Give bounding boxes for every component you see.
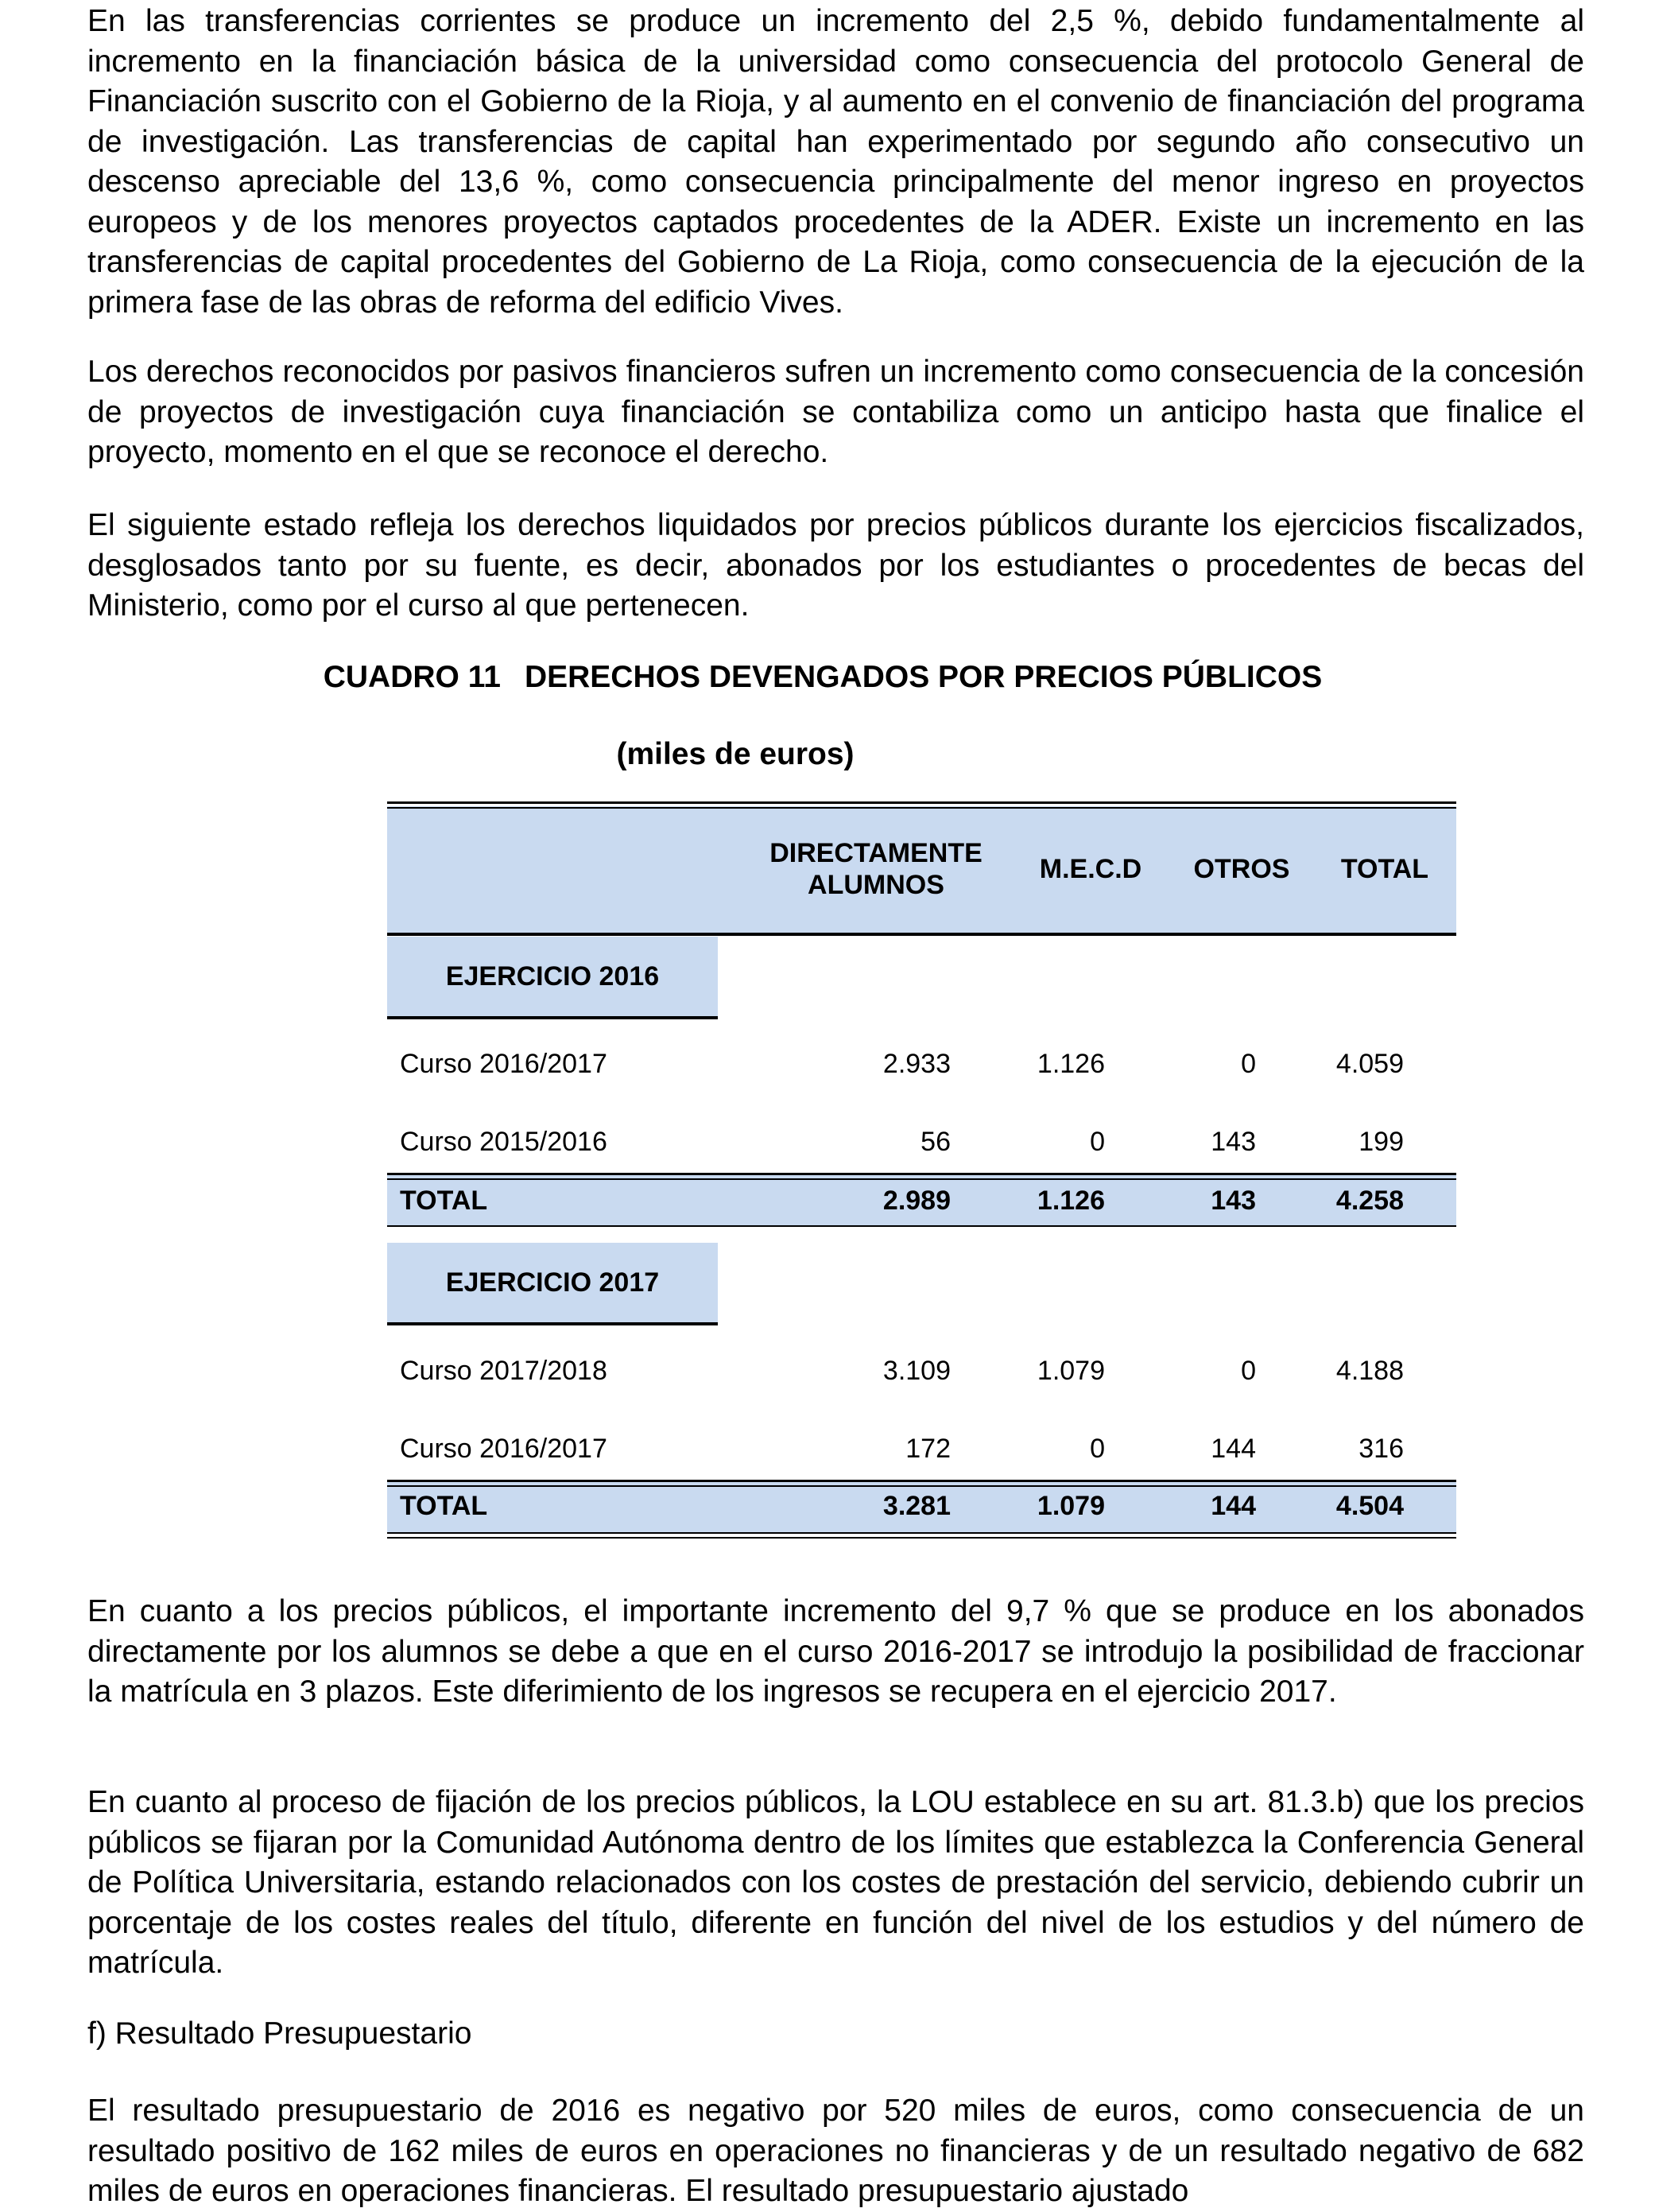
cell-directamente: 3.281 xyxy=(882,1491,951,1521)
cell-otros: 144 xyxy=(1211,1491,1256,1521)
cell-mecd: 1.126 xyxy=(1037,1186,1105,1216)
table-title-text: DERECHOS DEVENGADOS POR PRECIOS PÚBLICOS xyxy=(524,660,1323,694)
total-row-2016 xyxy=(387,1177,1456,1224)
cell-directamente: 2.933 xyxy=(882,1049,951,1079)
cell-otros: 143 xyxy=(1211,1127,1256,1157)
cell-otros: 143 xyxy=(1211,1186,1256,1216)
cell-total: 4.188 xyxy=(1335,1356,1404,1386)
cell-mecd: 1.079 xyxy=(1037,1356,1105,1386)
ejercicio-2017-label: EJERCICIO 2017 xyxy=(445,1267,660,1298)
cell-total-label: TOTAL xyxy=(400,1186,488,1216)
cell-mecd: 1.126 xyxy=(1037,1049,1105,1079)
cell-curso: Curso 2017/2018 xyxy=(400,1356,607,1386)
table-row xyxy=(387,1040,1456,1088)
table-row xyxy=(387,1425,1456,1473)
cell-mecd: 0 xyxy=(1090,1127,1105,1157)
header-otros: OTROS xyxy=(1193,854,1290,884)
header-total: TOTAL xyxy=(1340,854,1429,884)
ejercicio-2016-label: EJERCICIO 2016 xyxy=(445,961,660,992)
table-subtitle: (miles de euros) xyxy=(616,737,855,771)
cell-total: 4.258 xyxy=(1335,1186,1404,1216)
cell-mecd: 1.079 xyxy=(1037,1491,1105,1521)
cell-curso: Curso 2016/2017 xyxy=(400,1049,607,1079)
precios-publicos-table xyxy=(387,801,1456,1557)
header-directamente-line2: ALUMNOS xyxy=(808,870,944,900)
cell-total: 4.504 xyxy=(1335,1491,1404,1521)
cell-directamente: 56 xyxy=(921,1127,951,1157)
cell-total: 199 xyxy=(1358,1127,1404,1157)
cell-otros: 0 xyxy=(1241,1049,1256,1079)
cell-total-label: TOTAL xyxy=(400,1491,488,1521)
cell-total: 316 xyxy=(1358,1434,1404,1464)
section-heading-resultado: f) Resultado Presupuestario xyxy=(87,2016,472,2051)
cell-directamente: 2.989 xyxy=(882,1186,951,1216)
total-row-2017 xyxy=(387,1482,1456,1530)
cell-directamente: 3.109 xyxy=(882,1356,951,1386)
paragraph-transferencias: En las transferencias corrientes se produce un incremento del 2,5 %, debido fundamentalmente al incremento en la financiación básica de la universidad como consecuencia del protocolo General de Financiación suscrito con el Gobierno de la Rioja, y al aumento en el convenio de financiación del programa de investigación. Las transferencias de capital han experimentado por segundo año consecutivo un descenso apreciable del 13,6 %, como consecuencia principalmente del menor ingreso en proyectos europeos y de los menores proyectos captados procedentes de la ADER. Existe un incremento en las transferencias de capital procedentes del Gobierno de La Rioja, como consecuencia de la ejecución de la primera fase de las obras de reforma del edificio Vives. xyxy=(87,4,1584,320)
cell-mecd: 0 xyxy=(1090,1434,1105,1464)
table-row xyxy=(387,1118,1456,1166)
header-directamente-line1: DIRECTAMENTE xyxy=(769,838,983,868)
cell-curso: Curso 2015/2016 xyxy=(400,1127,607,1157)
table-number: CUADRO 11 xyxy=(323,660,501,694)
paragraph-fijacion-precios: En cuanto al proceso de fijación de los precios públicos, la LOU establece en su art. 81.3.b) que los precios públicos se fijaran por la Comunidad Autónoma dentro de los límites que establezca la Conferencia General de Política Universitaria, estando relacionados con los costes de prestación del servicio, debiendo cubrir un porcentaje de los costes reales del título, diferente en función del nivel de los estudios y del número de matrícula. xyxy=(87,1785,1584,1980)
paragraph-resultado: El resultado presupuestario de 2016 es negativo por 520 miles de euros, como consecuencia de un resultado positivo de 162 miles de euros en operaciones no financieras y de un resultado negativo de 682 miles de euros en operaciones financieras. El resultado presupuestario ajustado xyxy=(87,2094,1584,2208)
paragraph-precios-publicos: En cuanto a los precios públicos, el importante incremento del 9,7 % que se produce en los abonados directamente por los alumnos se debe a que en el curso 2016-2017 se introdujo la posibilidad de fraccionar la matrícula en 3 plazos. Este diferimiento de los ingresos se recupera en el ejercicio 2017. xyxy=(87,1594,1584,1709)
table-title xyxy=(286,660,1359,695)
paragraph-estado-precios: El siguiente estado refleja los derechos liquidados por precios públicos durante los ejercicios fiscalizados, desglosados tanto por su fuente, es decir, abonados por los estudiantes o procedentes de becas del Ministerio, como por el curso al que pertenecen. xyxy=(87,508,1584,623)
cell-curso: Curso 2016/2017 xyxy=(400,1434,607,1464)
header-directamente-alumnos xyxy=(737,837,1015,901)
cell-otros: 0 xyxy=(1241,1356,1256,1386)
header-mecd: M.E.C.D xyxy=(1039,854,1142,884)
cell-total: 4.059 xyxy=(1335,1049,1404,1079)
table-row xyxy=(387,1347,1456,1395)
paragraph-pasivos-financieros: Los derechos reconocidos por pasivos financieros sufren un incremento como consecuencia de la concesión de proyectos de investigación cuya financiación se contabiliza como un anticipo hasta que finalice el proyecto, momento en el que se reconoce el derecho. xyxy=(87,355,1584,469)
cell-otros: 144 xyxy=(1211,1434,1256,1464)
cell-directamente: 172 xyxy=(905,1434,951,1464)
